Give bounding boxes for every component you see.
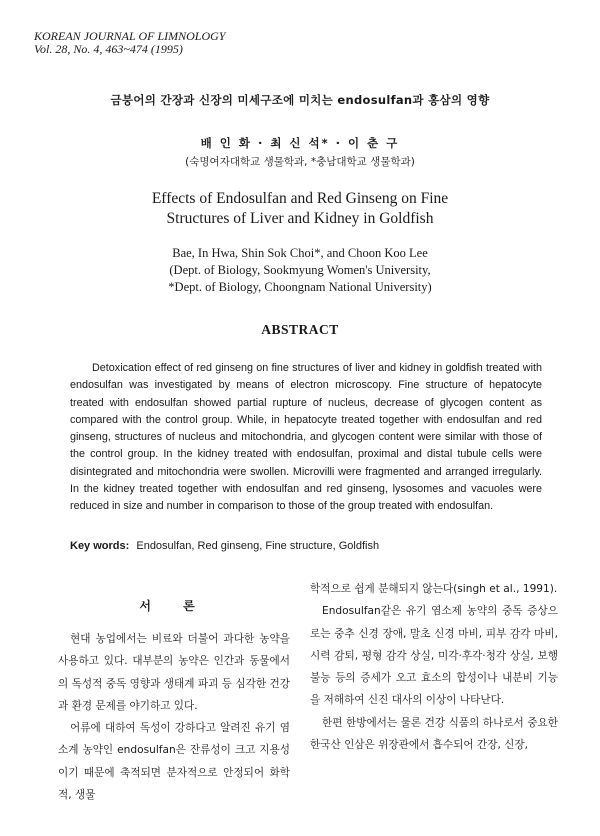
keywords-label: Key words:: [70, 540, 130, 552]
english-affiliation-line1: (Dept. of Biology, Sookmyung Women's University,: [169, 263, 431, 277]
korean-affiliation: (숙명여자대학교 생물학과, *충남대학교 생물학과): [185, 156, 415, 168]
abstract-text: Detoxication effect of red ginseng on fine structures of liver and kidney in goldfish treated with endosulfan was investigated by means of electron microscopy. Fine structure of hepatocyte treated with endosulfan showed partial rupture of nucleus, decrease of glycogen content as compared with the control group. While, in hepatocyte treated together with endosulfan and red ginseng, structures of nucleus and mitochondria, and glycogen content were similar with those of the control group. In the kidney treated with endosulfan, proximal and distal tubule cells were disintegrated and mitochondria were swollen. Microvilli were fragmented and arranged irregularly. In the kidney treated together with endosulfan and red ginseng, lysosomes and vacuoles were reduced in size and number in comparison to those of the group treated with endosulfan.: [70, 362, 542, 513]
journal-name: KOREAN JOURNAL OF LIMNOLOGY: [34, 29, 226, 43]
body-paragraph: 학적으로 쉽게 분해되지 않는다(singh et al., 1991).: [310, 583, 558, 595]
section-heading-introduction: 서 론: [139, 599, 209, 613]
journal-volume: Vol. 28, No. 4, 463~474 (1995): [34, 42, 183, 56]
english-title-line2: Structures of Liver and Kidney in Goldfish: [166, 210, 434, 227]
keywords: [70, 540, 379, 552]
body-right-column: [310, 578, 558, 756]
korean-authors: 배 인 화 · 최 신 석* · 이 춘 구: [200, 136, 400, 150]
body-paragraph: 한편 한방에서는 물론 건강 식품의 하나로서 중요한 한국산 인삼은 위장관에서 흡수되어 간장, 신장,: [310, 716, 558, 752]
english-affiliation-line2: *Dept. of Biology, Choongnam National University): [168, 280, 432, 294]
english-title-line1: Effects of Endosulfan and Red Ginseng on Fine: [151, 190, 449, 207]
body-paragraph: 현대 농업에서는 비료와 더불어 과다한 농약을 사용하고 있다. 대부분의 농약은 인간과 동물에서의 독성적 중독 영향과 생태계 파괴 등 심각한 건강과 환경 문제를 야기하고 있다.: [58, 633, 290, 712]
english-title: [0, 189, 600, 229]
korean-title: 금붕어의 간장과 신장의 미세구조에 미치는 endosulfan과 홍삼의 영향: [110, 93, 490, 107]
english-authors: Bae, In Hwa, Shin Sok Choi*, and Choon Koo Lee: [172, 246, 428, 260]
abstract-heading: ABSTRACT: [261, 322, 339, 337]
english-author-block: [0, 245, 600, 296]
keywords-text: Endosulfan, Red ginseng, Fine structure, Goldfish: [136, 540, 380, 552]
body-paragraph: Endosulfan같은 유기 염소제 농약의 중독 증상으로는 중추 신경 장애, 말초 신경 마비, 피부 감각 마비, 시력 감퇴, 평형 감각 상실, 미각·후각·청각 상실, 보행 불능 등의 증세가 오고 효소의 합성이나 내분비 기능을 저해하여 신진 대사의 이상이 나타난다.: [310, 605, 558, 707]
journal-header: [34, 30, 225, 56]
body-left-column: [58, 628, 290, 806]
body-paragraph: 어류에 대하여 독성이 강하다고 알려진 유기 염소계 농약인 endosulfan은 잔류성이 크고 지용성이기 때문에 축적되면 분자적으로 안정되어 화학적, 생물: [58, 722, 290, 802]
